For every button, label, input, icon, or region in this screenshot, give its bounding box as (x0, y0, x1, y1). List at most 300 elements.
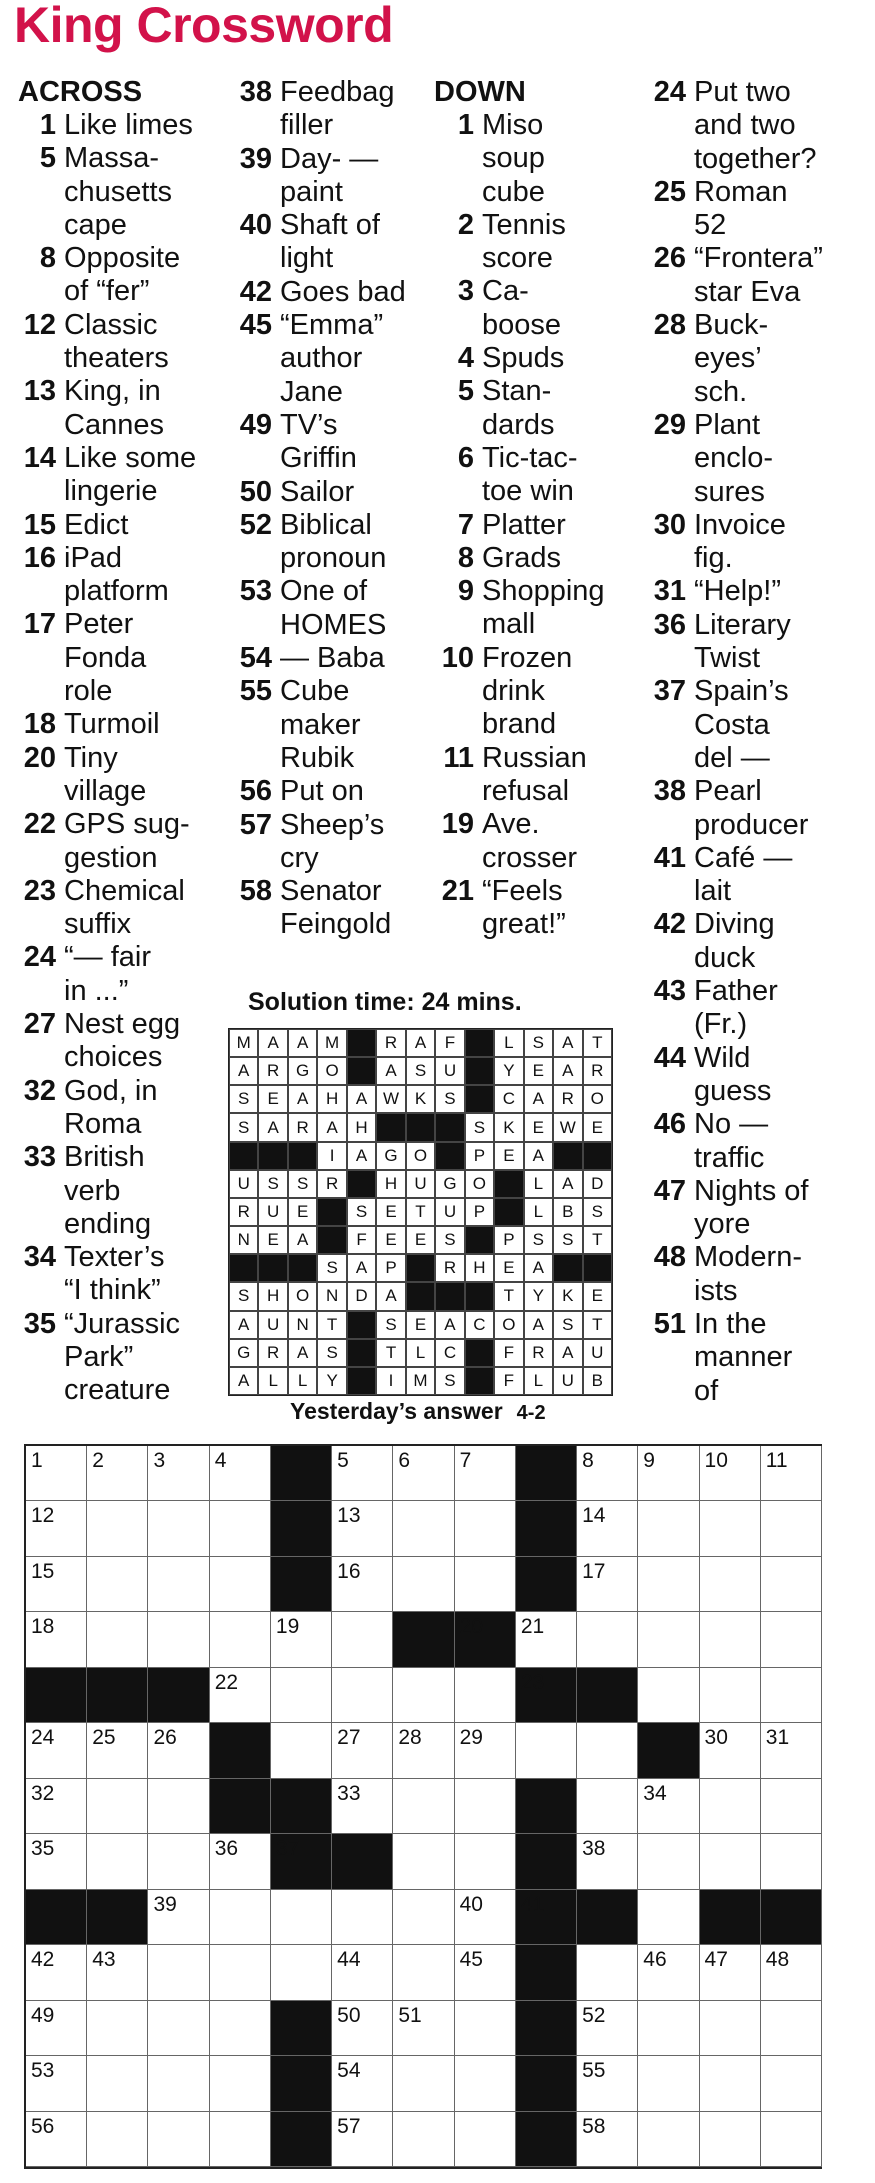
clue-item (228, 209, 428, 276)
grid-cell[interactable] (332, 1446, 393, 1501)
grid-cell[interactable] (26, 1779, 87, 1834)
grid-cell[interactable] (332, 1501, 393, 1556)
black-square (87, 1668, 148, 1723)
grid-cell[interactable] (87, 1501, 148, 1556)
grid-cell[interactable] (271, 1945, 332, 2000)
grid-cell[interactable] (455, 2001, 516, 2056)
grid-cell[interactable] (271, 1612, 332, 1667)
clue-text: Spain’s Costa del — (694, 675, 789, 774)
grid-cell[interactable] (393, 1723, 454, 1778)
clue-number: 27 (23, 1008, 56, 1041)
clue-text: Biblical pronoun (280, 508, 387, 575)
clue-item (228, 143, 428, 210)
grid-cell[interactable] (761, 1723, 822, 1778)
solution-letter: N (288, 1311, 317, 1339)
solution-letter: R (553, 1085, 582, 1113)
grid-cell[interactable] (332, 1779, 393, 1834)
grid-cell[interactable] (210, 1890, 271, 1945)
grid-cell[interactable] (761, 1612, 822, 1667)
black-square (210, 1723, 271, 1778)
solution-letter: R (435, 1254, 464, 1282)
clue-number: 43 (653, 975, 686, 1008)
grid-cell[interactable] (516, 1612, 577, 1667)
clue-item (18, 608, 223, 708)
grid-cell[interactable] (700, 1612, 761, 1667)
grid-cell[interactable] (148, 1834, 209, 1889)
grid-cell[interactable] (455, 1501, 516, 1556)
grid-cell[interactable] (700, 1501, 761, 1556)
grid-cell[interactable] (148, 1723, 209, 1778)
grid-cell[interactable] (332, 1723, 393, 1778)
grid-cell[interactable] (638, 1501, 699, 1556)
crossword-grid[interactable] (24, 1444, 822, 2169)
clue-item (434, 875, 634, 942)
grid-cell[interactable] (210, 2056, 271, 2111)
clue-number: 51 (653, 1307, 686, 1340)
grid-cell[interactable] (761, 1668, 822, 1723)
grid-cell[interactable] (210, 1446, 271, 1501)
grid-cell[interactable] (393, 1557, 454, 1612)
grid-cell[interactable] (148, 2112, 209, 2167)
black-square (638, 1723, 699, 1778)
grid-cell[interactable] (393, 1446, 454, 1501)
solution-letter: P (465, 1142, 494, 1170)
solution-black-square (229, 1142, 258, 1170)
grid-cell[interactable] (577, 1834, 638, 1889)
cell-number: 49 (31, 2003, 55, 2027)
grid-cell[interactable] (638, 1890, 699, 1945)
solution-black-square (288, 1254, 317, 1282)
cell-number: 2 (92, 1449, 104, 1472)
solution-letter: A (347, 1254, 376, 1282)
down-clue-list-b (642, 76, 867, 1408)
solution-letter: G (376, 1142, 405, 1170)
grid-cell[interactable] (638, 1834, 699, 1889)
solution-letter: H (258, 1282, 287, 1310)
clue-item (18, 941, 223, 1008)
solution-letter: S (229, 1085, 258, 1113)
clue-number: 23 (23, 874, 56, 907)
solution-letter: S (258, 1170, 287, 1198)
grid-cell[interactable] (761, 2001, 822, 2056)
clue-number: 36 (653, 608, 686, 641)
cell-number: 34 (643, 1781, 667, 1805)
solution-black-square (583, 1254, 612, 1282)
clue-text: Sailor (280, 475, 355, 508)
solution-letter: S (435, 1226, 464, 1254)
grid-cell[interactable] (26, 1834, 87, 1889)
clue-number: 39 (239, 142, 272, 175)
grid-cell[interactable] (87, 1557, 148, 1612)
grid-cell[interactable] (26, 1612, 87, 1667)
grid-cell[interactable] (271, 1890, 332, 1945)
cell-number: 31 (765, 1726, 790, 1750)
solution-letter: S (435, 1367, 464, 1395)
clue-text: “Frontera” star Eva (694, 242, 823, 308)
grid-cell[interactable] (455, 1945, 516, 2000)
solution-letter: A (524, 1085, 553, 1113)
grid-cell[interactable] (761, 2112, 822, 2167)
grid-cell[interactable] (332, 2001, 393, 2056)
grid-cell[interactable] (700, 1779, 761, 1834)
grid-cell[interactable] (332, 1612, 393, 1667)
solution-letter: C (435, 1339, 464, 1367)
grid-cell[interactable] (332, 1557, 393, 1612)
grid-cell[interactable] (210, 1557, 271, 1612)
grid-cell[interactable] (761, 1557, 822, 1612)
grid-cell[interactable] (393, 1501, 454, 1556)
cell-number: 17 (582, 1559, 606, 1583)
clue-number: 17 (23, 608, 56, 641)
solution-date: 4-2 (516, 1402, 546, 1424)
grid-cell[interactable] (271, 1723, 332, 1778)
grid-cell[interactable] (761, 2056, 822, 2111)
grid-cell[interactable] (761, 1446, 822, 1501)
cell-number: 20 (459, 1615, 483, 1639)
solution-letter: K (406, 1085, 435, 1113)
grid-cell[interactable] (761, 1945, 822, 2000)
clue-item (228, 309, 428, 409)
grid-cell[interactable] (761, 1834, 822, 1889)
grid-cell[interactable] (26, 1446, 87, 1501)
grid-cell[interactable] (455, 1779, 516, 1834)
clue-item (18, 1141, 223, 1241)
clue-text: Like limes (64, 109, 193, 141)
clue-number: 4 (457, 342, 474, 375)
grid-cell[interactable] (700, 1446, 761, 1501)
solution-letter: R (583, 1057, 612, 1085)
clue-text: Turmoil (64, 708, 160, 741)
grid-cell[interactable] (577, 1723, 638, 1778)
grid-cell[interactable] (148, 2001, 209, 2056)
grid-cell[interactable] (761, 1501, 822, 1556)
grid-cell[interactable] (210, 2112, 271, 2167)
solution-letter: P (494, 1226, 523, 1254)
grid-cell[interactable] (87, 2056, 148, 2111)
cell-number: 13 (337, 1504, 361, 1528)
grid-cell[interactable] (26, 1723, 87, 1778)
grid-cell[interactable] (332, 2056, 393, 2111)
grid-cell[interactable] (87, 2001, 148, 2056)
grid-cell[interactable] (87, 1834, 148, 1889)
grid-cell[interactable] (638, 2001, 699, 2056)
grid-cell[interactable] (577, 1612, 638, 1667)
clue-item (434, 442, 634, 509)
cell-number: 24 (31, 1726, 55, 1750)
black-square (516, 1834, 577, 1889)
grid-cell[interactable] (393, 1945, 454, 2000)
grid-cell[interactable] (210, 1834, 271, 1889)
cell-number: 40 (459, 1892, 483, 1916)
grid-cell[interactable] (148, 1446, 209, 1501)
clue-text: Spuds (482, 342, 565, 375)
solution-letter: R (229, 1198, 258, 1226)
cell-number: 12 (31, 1504, 55, 1528)
clue-item (228, 775, 428, 808)
clue-text: Goes bad (280, 275, 406, 308)
solution-caption (290, 1398, 546, 1425)
grid-cell[interactable] (577, 2001, 638, 2056)
grid-cell[interactable] (332, 1945, 393, 2000)
grid-cell[interactable] (577, 1779, 638, 1834)
clue-item (18, 309, 223, 376)
solution-black-square (494, 1170, 523, 1198)
grid-cell[interactable] (210, 1945, 271, 2000)
solution-black-square (494, 1198, 523, 1226)
clue-text: In the manner of (694, 1307, 793, 1407)
grid-cell[interactable] (148, 2056, 209, 2111)
cell-number: 19 (275, 1615, 300, 1639)
grid-cell[interactable] (577, 1557, 638, 1612)
grid-cell[interactable] (638, 1446, 699, 1501)
solution-letter: A (288, 1085, 317, 1113)
clue-text: Day- — paint (280, 142, 379, 208)
clue-number: 54 (239, 642, 272, 675)
solution-black-square (347, 1057, 376, 1085)
solution-letter: E (288, 1198, 317, 1226)
clue-text: Tennis score (482, 208, 566, 275)
grid-cell[interactable] (148, 1945, 209, 2000)
grid-cell[interactable] (332, 2112, 393, 2167)
across-column-2 (228, 76, 428, 942)
solution-letter: S (376, 1311, 405, 1339)
solution-letter: L (258, 1367, 287, 1395)
solution-letter: U (258, 1198, 287, 1226)
grid-cell[interactable] (577, 2056, 638, 2111)
clue-item (434, 109, 634, 209)
solution-letter: L (524, 1198, 553, 1226)
solution-letter: O (317, 1057, 346, 1085)
clue-text: Plant enclo- sures (694, 408, 773, 508)
clue-item (228, 76, 428, 143)
clue-text: One of HOMES (280, 575, 387, 641)
clue-item (228, 409, 428, 476)
grid-cell[interactable] (455, 1890, 516, 1945)
clue-number: 8 (39, 242, 56, 275)
grid-cell[interactable] (455, 1834, 516, 1889)
grid-cell[interactable] (638, 1668, 699, 1723)
black-square (516, 1501, 577, 1556)
grid-cell[interactable] (393, 1668, 454, 1723)
grid-cell[interactable] (455, 2112, 516, 2167)
solution-letter: L (494, 1029, 523, 1057)
grid-cell[interactable] (210, 1612, 271, 1667)
solution-black-square (229, 1254, 258, 1282)
black-square (516, 2112, 577, 2167)
solution-letter: S (553, 1226, 582, 1254)
solution-letter: A (376, 1057, 405, 1085)
solution-letter: A (229, 1311, 258, 1339)
clue-text: — Baba (280, 642, 385, 675)
solution-letter: A (553, 1057, 582, 1085)
grid-cell[interactable] (87, 1612, 148, 1667)
grid-cell[interactable] (87, 1779, 148, 1834)
grid-cell[interactable] (577, 1446, 638, 1501)
clue-number: 48 (653, 1241, 686, 1274)
solution-letter: T (583, 1311, 612, 1339)
grid-cell[interactable] (210, 1501, 271, 1556)
grid-cell[interactable] (700, 2112, 761, 2167)
clue-text: Buck- eyes’ sch. (694, 309, 769, 408)
solution-letter: S (347, 1198, 376, 1226)
black-square (516, 1945, 577, 2000)
grid-cell[interactable] (455, 2056, 516, 2111)
black-square (455, 1612, 516, 1667)
clue-item (18, 142, 223, 242)
solution-letter: C (465, 1311, 494, 1339)
clue-number: 24 (653, 76, 686, 108)
solution-letter: A (229, 1367, 258, 1395)
grid-cell[interactable] (577, 1501, 638, 1556)
black-square (393, 1612, 454, 1667)
solution-letter: Y (494, 1057, 523, 1085)
clue-text: Cube maker Rubik (280, 675, 361, 774)
solution-black-square (435, 1113, 464, 1141)
grid-cell[interactable] (393, 2056, 454, 2111)
clue-text: Like some lingerie (64, 441, 197, 508)
solution-letter: E (494, 1142, 523, 1170)
clue-text: Russian refusal (482, 741, 587, 807)
grid-cell[interactable] (638, 2112, 699, 2167)
grid-cell[interactable] (332, 1668, 393, 1723)
grid-cell[interactable] (87, 1723, 148, 1778)
grid-cell[interactable] (148, 1612, 209, 1667)
solution-letter: A (435, 1311, 464, 1339)
grid-cell[interactable] (700, 2001, 761, 2056)
grid-cell[interactable] (761, 1779, 822, 1834)
clue-number: 46 (653, 1108, 686, 1141)
cell-number: 41 (520, 1892, 545, 1916)
solution-letter: R (258, 1057, 287, 1085)
clue-item (642, 775, 867, 842)
clue-item (434, 642, 634, 742)
clue-item (18, 1308, 223, 1408)
black-square (87, 1890, 148, 1945)
grid-cell[interactable] (638, 1779, 699, 1834)
solution-letter: R (524, 1339, 553, 1367)
grid-cell[interactable] (638, 1557, 699, 1612)
grid-cell[interactable] (700, 1945, 761, 2000)
grid-cell[interactable] (455, 1557, 516, 1612)
grid-cell[interactable] (577, 1945, 638, 2000)
grid-cell[interactable] (393, 2112, 454, 2167)
cell-number: 26 (153, 1726, 177, 1750)
solution-black-square (435, 1282, 464, 1310)
grid-cell[interactable] (26, 1501, 87, 1556)
solution-letter: G (288, 1057, 317, 1085)
cell-number: 55 (582, 2059, 606, 2083)
cell-number: 5 (337, 1449, 349, 1472)
solution-letter: E (524, 1057, 553, 1085)
clue-number: 33 (23, 1141, 56, 1174)
across-heading: ACROSS (18, 76, 143, 108)
grid-cell[interactable] (455, 1446, 516, 1501)
solution-letter: A (524, 1311, 553, 1339)
clue-item (228, 509, 428, 576)
grid-cell[interactable] (87, 1945, 148, 2000)
clue-text: iPad platform (64, 541, 169, 608)
grid-cell[interactable] (700, 1723, 761, 1778)
grid-cell[interactable] (210, 2001, 271, 2056)
grid-cell[interactable] (393, 2001, 454, 2056)
grid-cell[interactable] (516, 1723, 577, 1778)
clue-text: Literary Twist (694, 608, 791, 675)
clue-text: Ave. crosser (482, 808, 578, 874)
grid-cell[interactable] (87, 2112, 148, 2167)
grid-cell[interactable] (26, 1557, 87, 1612)
solution-black-square (465, 1057, 494, 1085)
cell-number: 46 (643, 1948, 667, 1972)
grid-cell[interactable] (210, 1668, 271, 1723)
solution-letter: S (524, 1029, 553, 1057)
clue-item (434, 509, 634, 542)
grid-cell[interactable] (393, 1779, 454, 1834)
clue-number: 50 (239, 475, 272, 508)
clue-text: British verb ending (64, 1141, 152, 1240)
solution-letter: A (553, 1170, 582, 1198)
grid-cell[interactable] (26, 2056, 87, 2111)
grid-cell[interactable] (148, 1557, 209, 1612)
grid-cell[interactable] (700, 1557, 761, 1612)
clue-number: 40 (239, 209, 272, 242)
grid-cell[interactable] (271, 1668, 332, 1723)
grid-cell[interactable] (148, 1779, 209, 1834)
solution-black-square (583, 1142, 612, 1170)
grid-cell[interactable] (700, 1834, 761, 1889)
solution-letter: A (553, 1029, 582, 1057)
solution-letter: A (347, 1142, 376, 1170)
cell-number: 22 (214, 1670, 239, 1694)
clue-item (18, 1075, 223, 1142)
clue-text: Peter Fonda role (64, 608, 147, 708)
grid-cell[interactable] (455, 1668, 516, 1723)
solution-letter: S (435, 1085, 464, 1113)
cell-number: 52 (582, 2003, 606, 2027)
clue-text: Wild guess (694, 1041, 772, 1107)
grid-cell[interactable] (26, 2001, 87, 2056)
cell-number: 11 (765, 1449, 788, 1472)
grid-cell[interactable] (148, 1890, 209, 1945)
grid-cell[interactable] (577, 2112, 638, 2167)
clue-item (434, 375, 634, 442)
clue-item (18, 242, 223, 309)
grid-cell[interactable] (26, 2112, 87, 2167)
grid-cell[interactable] (700, 2056, 761, 2111)
clue-item (642, 1175, 867, 1242)
grid-cell[interactable] (26, 1945, 87, 2000)
grid-cell[interactable] (393, 1890, 454, 1945)
black-square (700, 1890, 761, 1945)
solution-letter: N (317, 1282, 346, 1310)
grid-cell[interactable] (638, 1945, 699, 2000)
clue-number: 35 (23, 1307, 56, 1340)
grid-cell[interactable] (87, 1446, 148, 1501)
grid-cell[interactable] (638, 1612, 699, 1667)
solution-letter: B (553, 1198, 582, 1226)
clue-item (642, 1241, 867, 1308)
clue-item (642, 575, 867, 608)
grid-cell[interactable] (700, 1668, 761, 1723)
grid-cell[interactable] (148, 1501, 209, 1556)
grid-cell[interactable] (332, 1890, 393, 1945)
grid-cell[interactable] (638, 2056, 699, 2111)
grid-cell[interactable] (393, 1834, 454, 1889)
solution-letter: W (376, 1085, 405, 1113)
black-square (271, 2056, 332, 2111)
grid-cell[interactable] (455, 1723, 516, 1778)
cell-number: 32 (31, 1781, 55, 1805)
solution-letter: F (494, 1339, 523, 1367)
